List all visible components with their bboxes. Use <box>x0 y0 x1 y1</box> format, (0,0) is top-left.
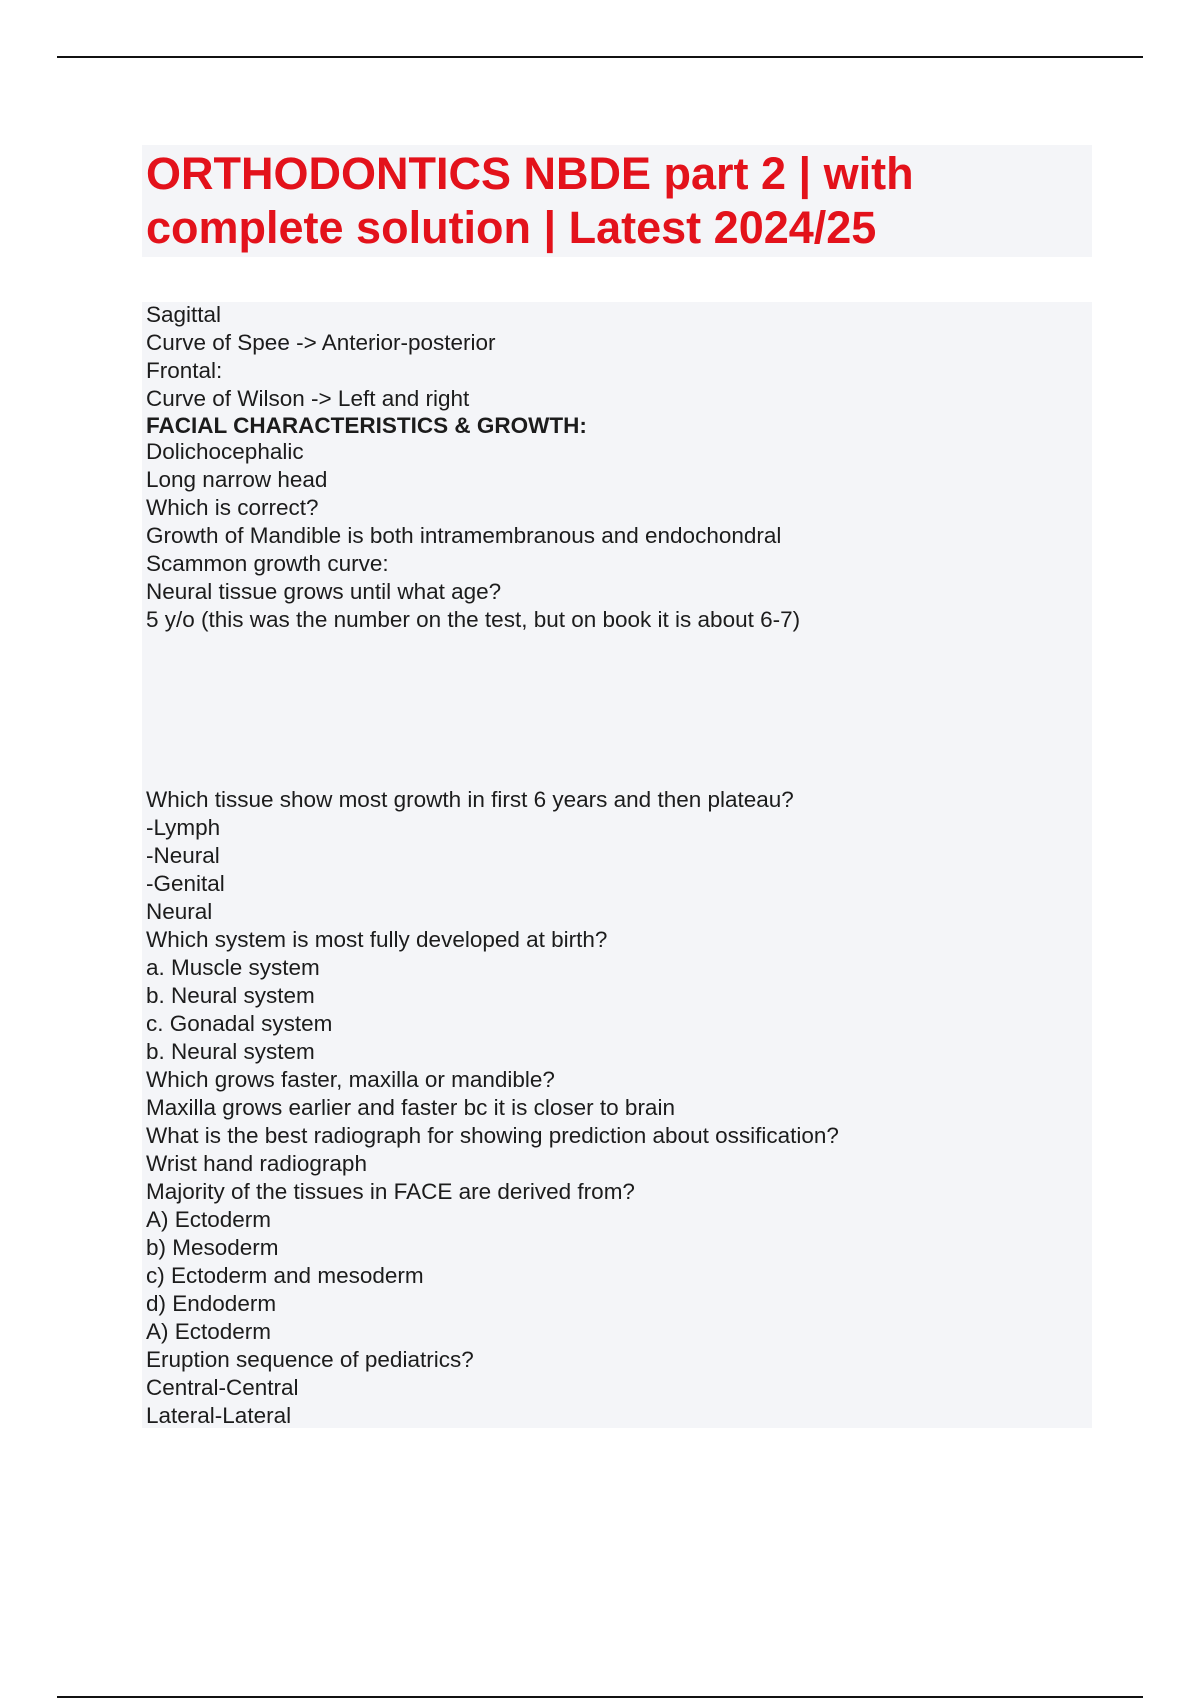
title-line: complete solution | Latest 2024/25 <box>146 202 877 253</box>
body-line: 5 y/o (this was the number on the test, but on book it is about 6-7) <box>146 607 801 632</box>
body-line: Which tissue show most growth in first 6 years and then plateau? <box>146 787 794 812</box>
body-line: Neural tissue grows until what age? <box>146 579 502 604</box>
body-line: c. Gonadal system <box>146 1011 333 1036</box>
body-line: Scammon growth curve: <box>146 551 389 576</box>
body-line: -Genital <box>146 871 225 896</box>
body-line: Lateral-Lateral <box>146 1403 292 1428</box>
body-line: A) Ectoderm <box>146 1319 272 1344</box>
body-line: What is the best radiograph for showing prediction about ossification? <box>146 1123 839 1148</box>
blank-space <box>146 634 1086 786</box>
body-line: Growth of Mandible is both intramembranous and endochondral <box>146 523 782 548</box>
section-heading: FACIAL CHARACTERISTICS & GROWTH: <box>146 413 587 438</box>
body-line: a. Muscle system <box>146 955 320 980</box>
body-line: Curve of Wilson -> Left and right <box>146 386 470 411</box>
body-line: b) Mesoderm <box>146 1235 279 1260</box>
body-line: A) Ectoderm <box>146 1207 272 1232</box>
body-line: Long narrow head <box>146 467 328 492</box>
body-line: Central-Central <box>146 1375 299 1400</box>
body-line: -Lymph <box>146 815 221 840</box>
title-line: ORTHODONTICS NBDE part 2 | with <box>146 148 914 199</box>
body-line: Frontal: <box>146 358 223 383</box>
body-line: b. Neural system <box>146 983 315 1008</box>
body-line: b. Neural system <box>146 1039 315 1064</box>
top-rule <box>57 56 1143 58</box>
body-line: Which system is most fully developed at birth? <box>146 927 608 952</box>
body-line: Sagittal <box>146 302 222 327</box>
body-line: Wrist hand radiograph <box>146 1151 367 1176</box>
body-line: Maxilla grows earlier and faster bc it is closer to brain <box>146 1095 675 1120</box>
bottom-rule <box>57 1696 1143 1698</box>
body-line: Eruption sequence of pediatrics? <box>146 1347 474 1372</box>
body-line: Which grows faster, maxilla or mandible? <box>146 1067 555 1092</box>
body-line: d) Endoderm <box>146 1291 277 1316</box>
body-line: Majority of the tissues in FACE are derived from? <box>146 1179 635 1204</box>
body-line: Dolichocephalic <box>146 439 304 464</box>
body-line: Curve of Spee -> Anterior-posterior <box>146 330 496 355</box>
document-body <box>146 301 1086 1430</box>
body-line: -Neural <box>146 843 220 868</box>
document-title <box>146 147 1086 255</box>
body-line: Which is correct? <box>146 495 319 520</box>
body-line: c) Ectoderm and mesoderm <box>146 1263 424 1288</box>
body-line: Neural <box>146 899 213 924</box>
